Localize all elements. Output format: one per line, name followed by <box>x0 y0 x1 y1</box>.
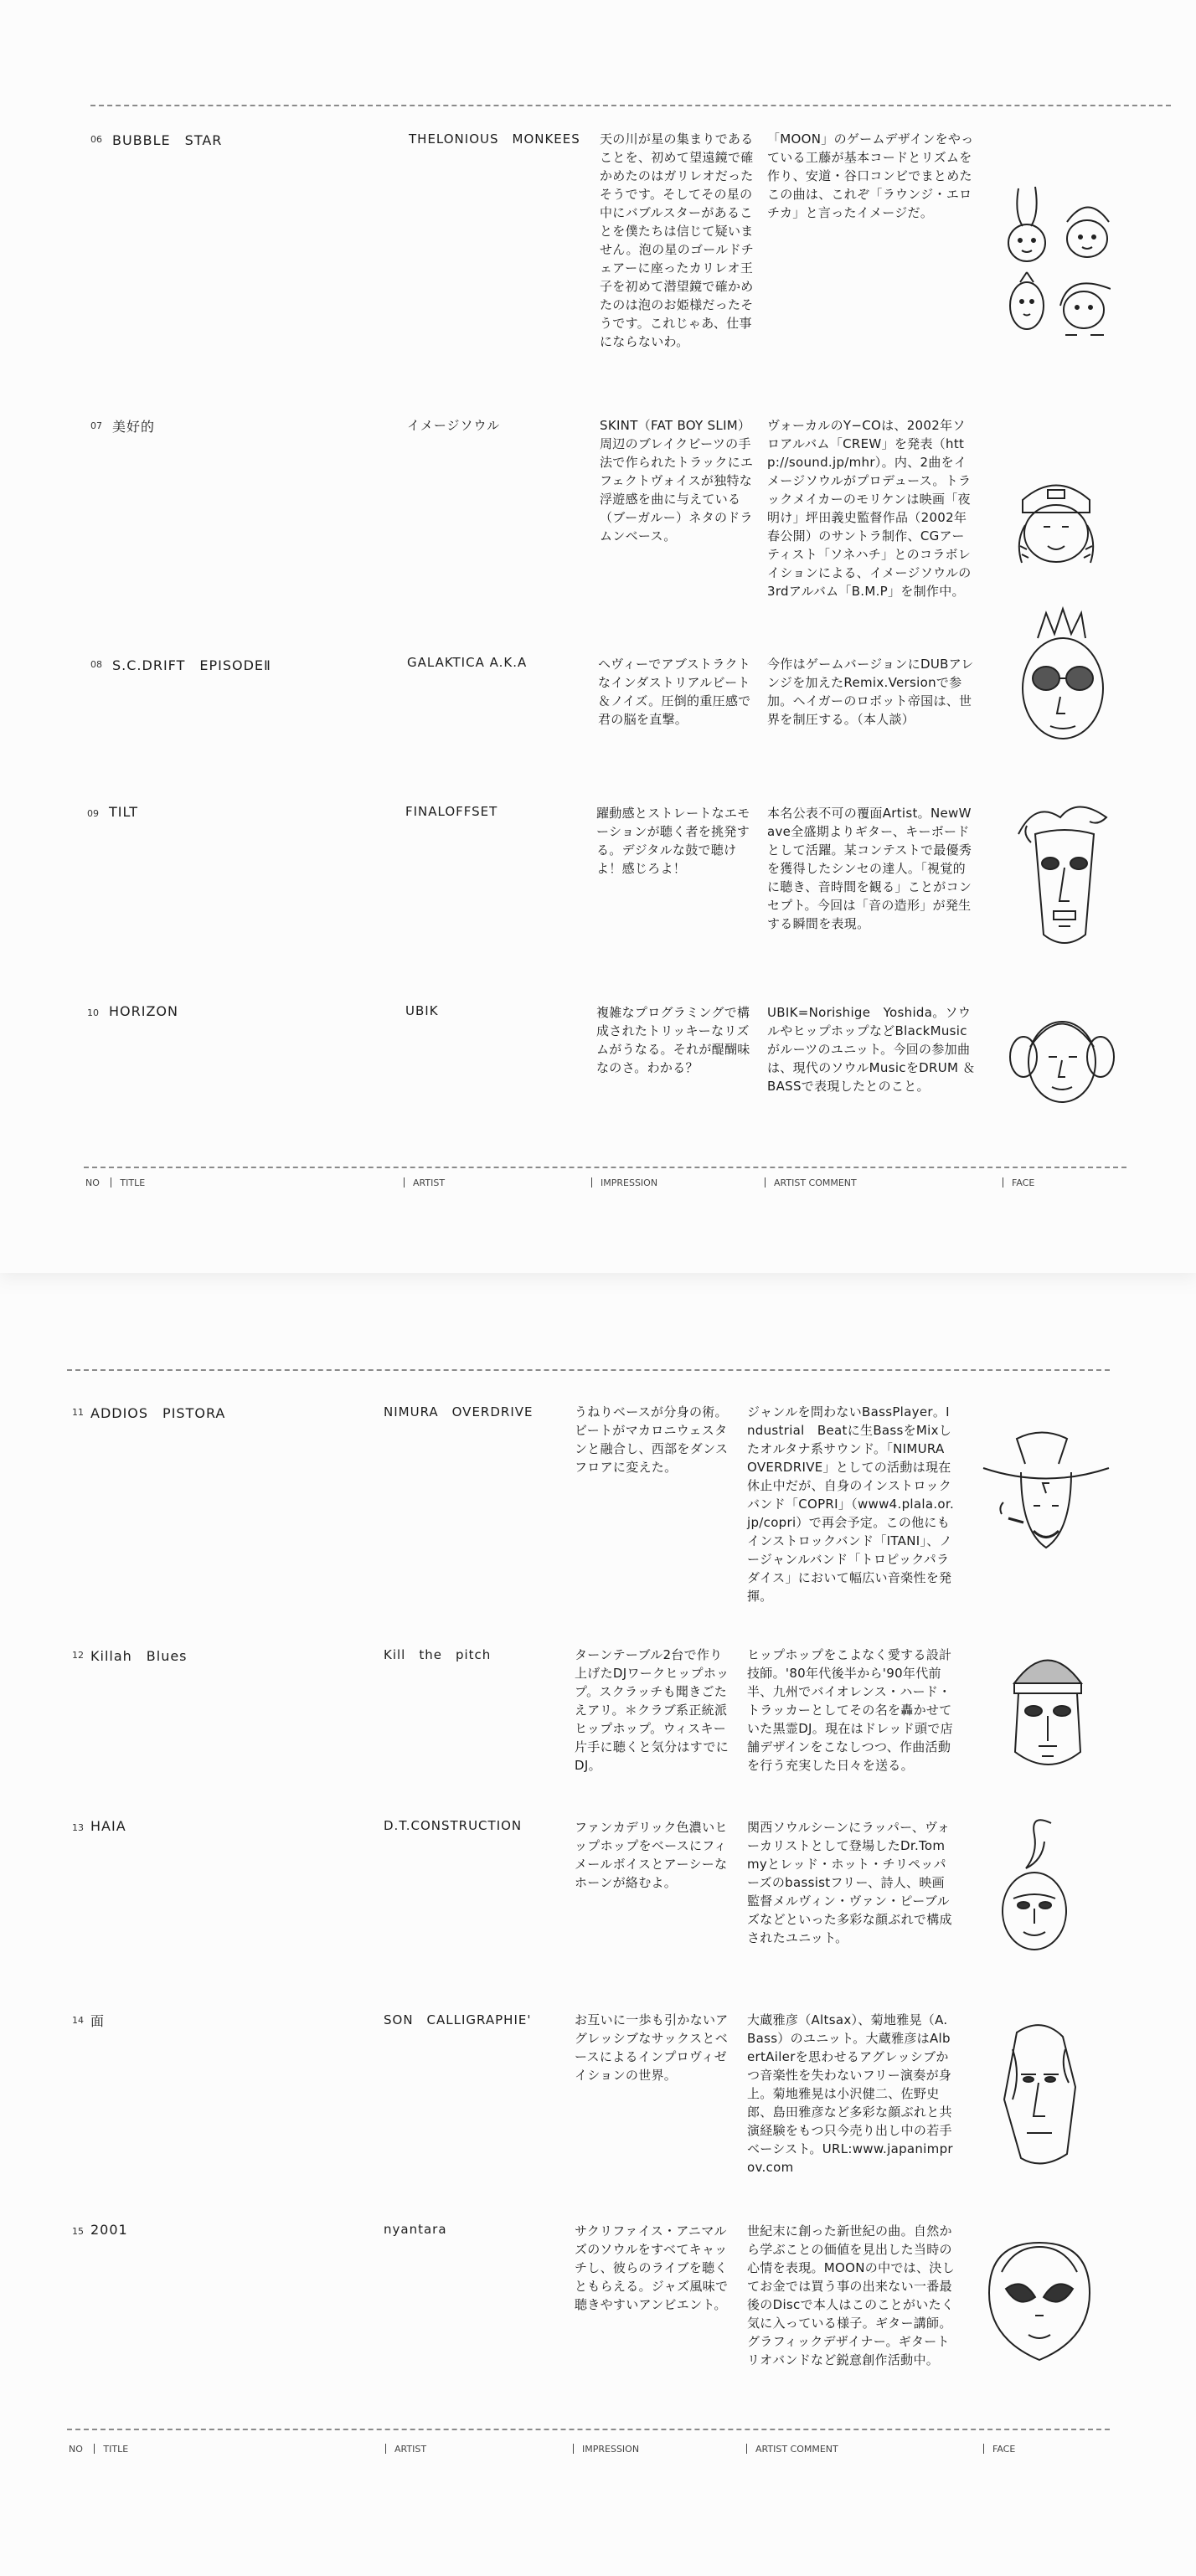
track-title: 美好的 <box>112 419 156 435</box>
artist-comment: 関西ソウルシーンにラッパー、ヴォーカリストとして登場したDr.Tommyとレッド・ホット・チリペッパーズのbassistフリー、詩人、映画監督メルヴィン・ヴァン・ピーブルズなどといった多彩な顔ぶれで構成されたユニット。 <box>747 1820 952 1945</box>
track-artist: SON CALLIGRAPHIE' <box>384 2012 532 2027</box>
alien-face-drawing-icon <box>985 2239 1094 2364</box>
track-artist: D.T.CONSTRUCTION <box>384 1818 523 1833</box>
artist-comment: 今作はゲームバージョンにDUBアレンジを加えたRemix.Versionで参加。ヘイガーのロボット帝国は、世界を制圧する。（本人談） <box>767 657 974 727</box>
no-header: NO TITLE <box>85 1177 146 1188</box>
track-number: 13 <box>72 1822 84 1833</box>
goggles-face-drawing-icon <box>1008 605 1117 755</box>
impression-header: IMPRESSION <box>591 1177 657 1188</box>
track-artist: GALAKTICA A.K.A <box>407 655 528 670</box>
track-impression: 躍動感とストレートなエモーションが聴く者を挑発する。デジタルな鼓で聴けよ！感じろよ！ <box>596 806 750 876</box>
artist-comment: 大蔵雅彦（Altsax）、菊地雅晃（A.Bass）のユニット。大蔵雅彦はAlbertAilerを思わせるアグレッシブかつ音楽性を失わないフリー演奏が身上。菊地雅晃は小沢健二、佐野史郎、島田雅彦など多彩な顔ぶれと共演経験をもつ只今売り出し中の若手ベーシスト。URL:www.japanimprov.com <box>747 2012 953 2175</box>
track-impression: うねりベースが分身の術。ビートがマカロニウェスタンと融合し、西部をダンスフロアに変えた。 <box>575 1404 729 1475</box>
artist-comment: 世紀末に創った新世紀の曲。自然から学ぶことの価値を見出した当時の心情を表現。MOONの中では、決してお金では買う事の出来ない一番最後のDiscで本人はこのことがいたく気に入っている様子。ギター講師。グラフィックデザイナー。ギタートリオバンドなど鋭意創作活動中。 <box>747 2223 955 2367</box>
track-impression: ターンテーブル2台で作り上げたDJワークヒップホップ。スクラッチも聞きごたえアリ。＊クラブ系正統派ヒップホップ。ウィスキー片手に聴くと気分はすでにDJ。 <box>575 1647 729 1773</box>
artist-comment: ヴォーカルのY−COは、2002年ソロアルバム「CREW」を発表（http://sound.jp/mhr）。内、2曲をイメージソウルがプロデュース。トラックメイカーのモリケンは映画「夜明け」坪田義史監督作品（2002年春公開）のサントラ制作、CGアーティスト「ソネハチ」とのコラボレイションによる、イメージソウルの3rdアルバム「B.M.P」を制作中。 <box>767 418 972 599</box>
artist-comment: 本名公表不可の覆面Artist。NewWave全盛期よりギター、キーボードとして活躍。某コンテストで最優秀を獲得したシンセの達人。「視覚的に聴き、音時間を観る」ことがコンセプト。今回は「音の造形」が発生する瞬間を表現。 <box>767 806 972 931</box>
lower-footer-dashed-divider <box>67 2429 1110 2430</box>
mask-face-drawing-icon <box>1010 801 1119 960</box>
track-number: 14 <box>72 2015 84 2026</box>
track-title: HAIA <box>90 1818 126 1834</box>
track-artist: UBIK <box>405 1003 439 1018</box>
track-number: 08 <box>90 659 102 670</box>
artist-header: ARTIST <box>385 2444 426 2455</box>
track-number: 07 <box>90 420 102 431</box>
no-header: NO TITLE <box>69 2444 129 2455</box>
track-impression: 複雑なプログラミングで構成されたトリッキーなリズムがうなる。それが醍醐味なのさ。わかる？ <box>596 1005 750 1075</box>
track-number: 11 <box>72 1407 84 1418</box>
four-characters-drawing-icon <box>1002 180 1111 339</box>
track-number: 09 <box>87 808 99 819</box>
track-title: TILT <box>109 804 138 820</box>
curl-top-face-drawing-icon <box>988 1806 1080 1957</box>
artist-comment-header: ARTIST COMMENT <box>746 2444 838 2455</box>
track-title: Killah Blues <box>90 1648 188 1664</box>
artist-comment-header: ARTIST COMMENT <box>765 1177 857 1188</box>
track-impression: ヘヴィーでアブストラクトなインダストリアルビート＆ノイズ。圧倒的重圧感で君の脳を直撃。 <box>598 657 751 727</box>
headphones-face-drawing-icon <box>1003 1005 1121 1114</box>
track-impression: サクリファイス・アニマルズのソウルをすべてキャッチし、彼らのライブを聴くともらえる。ジャズ風味で聴きやすいアンビエント。 <box>575 2223 729 2312</box>
track-number: 10 <box>87 1007 99 1018</box>
track-artist: NIMURA OVERDRIVE <box>384 1404 534 1419</box>
track-number: 15 <box>72 2226 84 2237</box>
track-number: 12 <box>72 1650 84 1661</box>
artist-comment: ヒップホップをこよなく愛する設計技師。'80年代後半から'90年代前半、九州でバイオレンス・ハード・トラッカーとしてその名を轟かせていた黒霊DJ。現在はドレッド頭で店舗デザインをこなしつつ、作曲活動を行う充実した日々を送る。 <box>747 1647 953 1773</box>
track-title: ADDIOS PISTORA <box>90 1405 226 1421</box>
track-title: BUBBLE STAR <box>112 132 223 148</box>
track-artist: FINALOFFSET <box>405 804 498 819</box>
track-artist: Kill the pitch <box>384 1647 492 1662</box>
track-title: HORIZON <box>109 1003 178 1019</box>
face-header: FACE <box>983 2444 1015 2455</box>
track-impression: SKINT（FAT BOY SLIM）周辺のブレイクビーツの手法で作られたトラックにエフェクトヴォイスが独特な浮遊感を曲に与えている（ブーガルー）ネタのドラムンベース。 <box>600 418 754 544</box>
impression-header: IMPRESSION <box>573 2444 639 2455</box>
artist-comment: ジャンルを問わないBassPlayer。Industrial Beatに生BassをMixしたオルタナ系サウンド。「NIMURA OVERDRIVE」としての活動は現在休止中だが、自身のインストロックバンド「COPRI」（www4.plala.or.jp/copri）で再会予定。この他にもインストロックバンド「ITANI」、ノージャンルバンド「トロピックパラダイス」において幅広い音楽性を発揮。 <box>747 1404 957 1604</box>
artist-comment: UBIK=Norishige Yoshida。ソウルやヒップホップなどBlackMusicがルーツのユニット。今回の参加曲は、現代のソウルMusicをDRUM ＆ BASSで表現したとのこと。 <box>767 1005 976 1094</box>
top-dashed-divider <box>90 105 1171 106</box>
artist-header: ARTIST <box>404 1177 445 1188</box>
lower-top-dashed-divider <box>67 1369 1110 1371</box>
track-impression: ファンカデリック色濃いヒップホップをベースにフィメールボイスとアーシーなホーンが絡むよ。 <box>575 1820 728 1890</box>
track-artist: nyantara <box>384 2222 447 2237</box>
beanie-mask-face-drawing-icon <box>1002 1646 1094 1780</box>
track-impression: 天の川が星の集まりであることを、初めて望遠鏡で確かめたのはガリレオだったそうです。そしてその星の中にバブルスターがあることを僕たちは信じて疑いません。泡の星のゴールドチェアーに座ったカリレオ王子を初めて潜望鏡で確かめたのは泡のお姫様だったそうです。これじゃあ、仕事にならないわ。 <box>600 131 755 349</box>
track-impression: お互いに一歩も引かないアグレッシブなサックスとベースによるインプロヴィゼイションの世界。 <box>575 2012 729 2083</box>
track-title: 面 <box>90 2013 106 2029</box>
face-header: FACE <box>1003 1177 1034 1188</box>
track-title: 2001 <box>90 2222 128 2238</box>
track-artist: イメージソウル <box>407 418 501 433</box>
track-title: S.C.DRIFT EPISODEⅡ <box>112 657 271 673</box>
lower-page <box>0 1294 1196 2576</box>
upside-down-cowboy-drawing-icon <box>975 1426 1117 1560</box>
upper-page <box>0 0 1196 1273</box>
track-number: 06 <box>90 134 102 145</box>
capped-braids-face-drawing-icon <box>1002 466 1111 575</box>
artist-comment: 「MOON」のゲームデザインをやっている工藤が基本コードとリズムを作り、安道・谷口コンビでまとめたこの曲は、これぞ「ラウンジ・エロチカ」と言ったイメージだ。 <box>767 131 974 220</box>
track-artist: THELONIOUS MONKEES <box>409 131 580 147</box>
stone-face-drawing-icon <box>992 2016 1084 2166</box>
upper-footer-dashed-divider <box>84 1167 1126 1168</box>
